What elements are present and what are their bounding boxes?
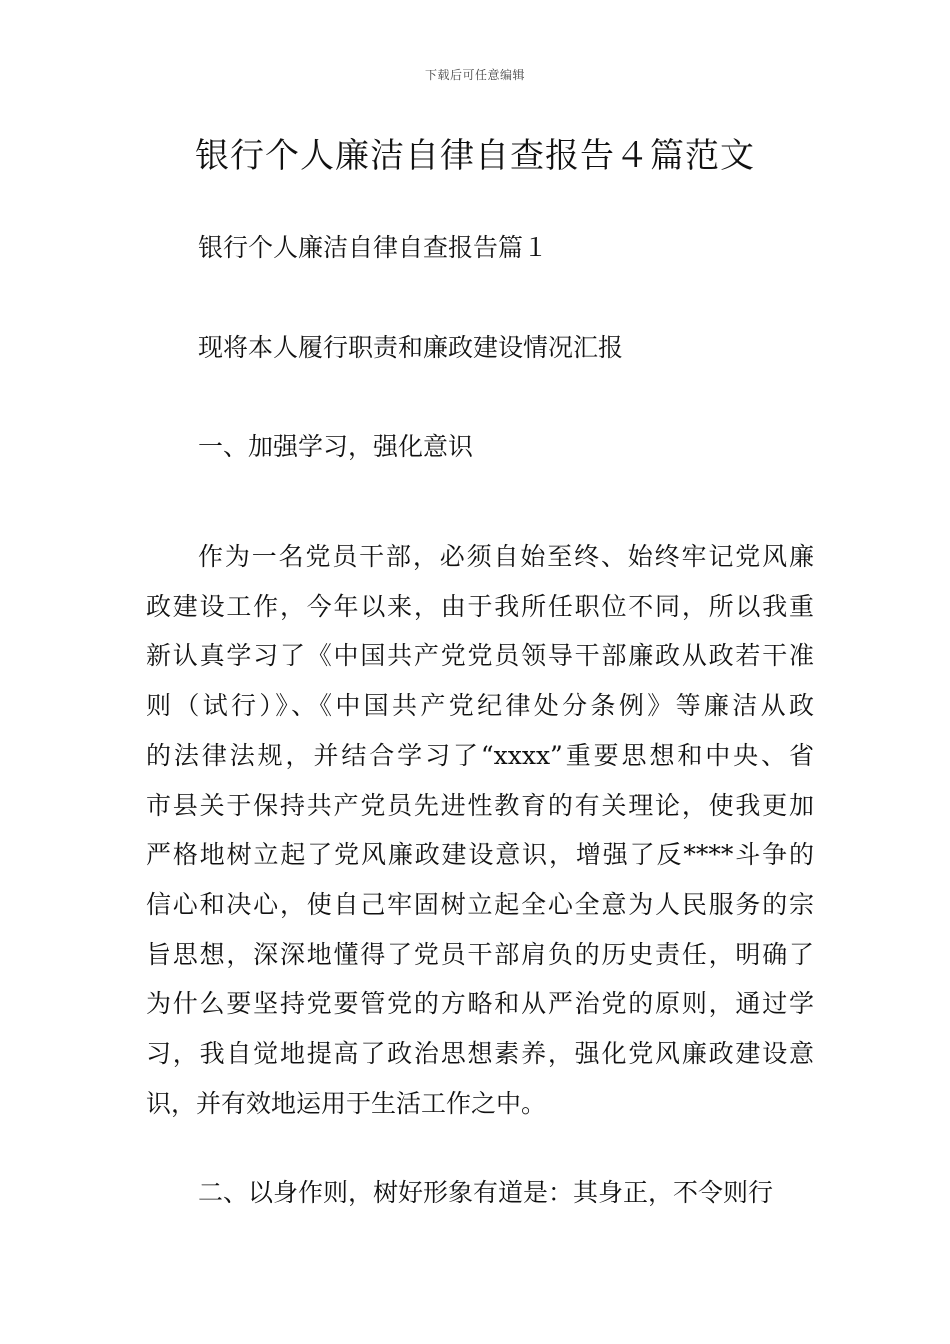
paragraph-line: 信心和决心，使自己牢固树立起全心全意为人民服务的宗 — [146, 889, 814, 919]
header-note: 下载后可任意编辑 — [424, 68, 525, 82]
paragraph-line: 政建设工作，今年以来，由于我所任职位不同，所以我重 — [146, 591, 814, 621]
paragraph-line: 旨思想，深深地懂得了党员干部肩负的历史责任，明确了 — [146, 939, 814, 969]
paragraph-line: 为什么要坚持党要管党的方略和从严治党的原则，通过学 — [146, 989, 814, 1019]
paragraph-line: 新认真学习了《中国共产党党员领导干部廉政从政若干准 — [146, 641, 814, 671]
paragraph-line: 的法律法规，并结合学习了“xxxx”重要思想和中央、省 — [146, 740, 814, 770]
section-1-heading: 一、加强学习，强化意识 — [198, 432, 474, 461]
document-title: 银行个人廉洁自律自查报告４篇范文 — [195, 136, 755, 176]
paragraph-line: 习，我自觉地提高了政治思想素养，强化党风廉政建设意 — [146, 1039, 814, 1069]
section-2-heading: 二、以身作则，树好形象有道是：其身正，不令则行 — [198, 1178, 774, 1207]
paragraph-line: 严格地树立起了党风廉政建设意识，增强了反****斗争的 — [146, 840, 814, 870]
paragraph-line: 则（试行）》、《中国共产党纪律处分条例》等廉洁从政 — [146, 691, 814, 721]
document-subtitle: 银行个人廉洁自律自查报告篇１ — [198, 233, 549, 262]
section-1-paragraph — [146, 532, 814, 1128]
paragraph-line: 识，并有效地运用于生活工作之中。 — [146, 1088, 547, 1118]
paragraph-line: 作为一名党员干部，必须自始至终、始终牢记党风廉 — [198, 542, 814, 571]
intro-paragraph: 现将本人履行职责和廉政建设情况汇报 — [198, 333, 624, 362]
paragraph-line: 市县关于保持共产党员先进性教育的有关理论，使我更加 — [146, 790, 814, 820]
